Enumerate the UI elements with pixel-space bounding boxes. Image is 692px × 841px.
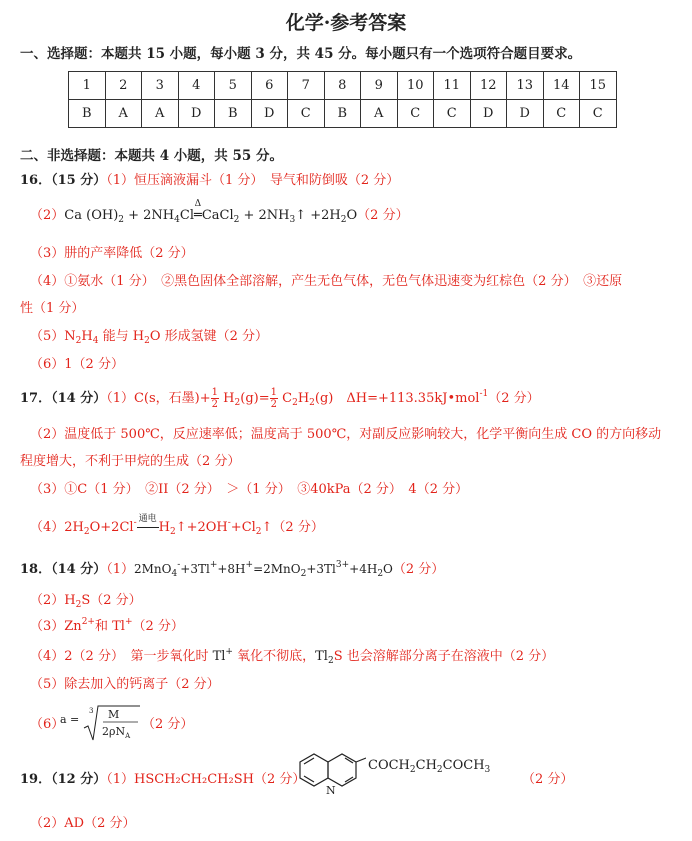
q17-line-3: （3）①C（1 分） ②II（2 分） ＞（1 分） ③40kPa（2 分） 4（2 分）	[30, 482, 469, 497]
question-number-cell: 1	[69, 72, 106, 100]
q17-line-4: $(4)2H_2O+2Cl^-$ 通电 $H_2↑+2OH^-+Cl_2↑(2$ 分）	[30, 514, 324, 537]
answer-cell: B	[324, 100, 361, 128]
answer-cell: A	[105, 100, 142, 128]
answer-cell: B	[69, 100, 106, 128]
question-number-cell: 15	[580, 72, 617, 100]
q19-line-1-score: （2 分）	[522, 772, 574, 787]
question-number-cell: 13	[507, 72, 544, 100]
cube-root-index: 3	[89, 707, 94, 715]
answer-cell: C	[543, 100, 580, 128]
answer-cell: D	[470, 100, 507, 128]
q17-line-1: 17．（14 分）（1）C(s，石墨)+ $\frac{1}{2}$ $H_2(g)=$ $\frac{1}{2}$ $C_2H_2(g)$ ΔH=+113.35kJ•mol$^{-1}$（2 分）	[20, 387, 540, 410]
q19-heading: 19．（12 分）	[20, 772, 107, 787]
answer-table-answer-row	[69, 100, 617, 128]
electrolysis-condition-arrow: 通电	[137, 520, 159, 535]
question-number-cell: 9	[361, 72, 398, 100]
section-2-heading: 二、非选择题：本题共 4 小题，共 55 分。	[20, 148, 283, 164]
answer-cell: A	[361, 100, 398, 128]
q19-line-1: 19．（12 分）（1）HSCH₂CH₂CH₂SH（2 分）	[20, 772, 306, 787]
q18-line-1: 18．（14 分）$(1)2MnO_4^-+3Tl^++8H^+=2MnO_2+3Tl^{3+}+4H_2O(2$ 分）	[20, 560, 445, 579]
q16-line-4: （4）①氨水（1 分） ②黑色固体全部溶解，产生无色气体，无色气体迅速变为红棕色（2 分） ③还原	[30, 274, 623, 289]
quinoline-nitrogen-label: N	[326, 784, 336, 797]
q17-line-2b: 程度增大，不利于甲烷的生成（2 分）	[20, 454, 241, 469]
question-number-cell: 14	[543, 72, 580, 100]
answer-cell: C	[580, 100, 617, 128]
question-number-cell: 10	[397, 72, 434, 100]
question-number-cell: 2	[105, 72, 142, 100]
q17-line-2: （2）温度低于 500℃，反应速率低；温度高于 500℃，对副反应影响较大，化学平衡向生成 CO 的方向移动	[30, 427, 662, 442]
question-number-cell: 12	[470, 72, 507, 100]
q18-line-5: （5）除去加入的钙离子（2 分）	[30, 677, 220, 692]
answer-cell: C	[397, 100, 434, 128]
answer-table-number-row	[69, 72, 617, 100]
q18-line-3: $(3)Zn^{2+}$和 Tl+（2 分）	[30, 617, 184, 634]
side-chain-formula: $COCH_2CH_2COCH_3$	[368, 758, 491, 775]
answer-cell: C	[434, 100, 471, 128]
answer-cell: B	[215, 100, 252, 128]
section-1-heading: 一、选择题：本题共 15 小题，每小题 3 分，共 45 分。每小题只有一个选项符合题目要求。	[20, 46, 582, 62]
q16-line-1: 16．（15 分）（1）恒压滴液漏斗（1 分） 导气和防倒吸（2 分）	[20, 173, 400, 188]
page-title: 化学·参考答案	[285, 12, 407, 34]
question-number-cell: 6	[251, 72, 288, 100]
q17-heading: 17．（14 分）	[20, 391, 107, 406]
q16-heading: 16．（15 分）	[20, 173, 107, 188]
q18-line-2: $(2)H_2S(2$ 分）	[30, 593, 142, 610]
question-number-cell: 5	[215, 72, 252, 100]
q16-line-6: （6）1（2 分）	[30, 357, 124, 372]
q16-line-3: （3）肼的产率降低（2 分）	[30, 246, 194, 261]
answer-cell: D	[178, 100, 215, 128]
answer-cell: A	[142, 100, 179, 128]
heat-condition-arrow: Δ ═	[193, 199, 202, 223]
question-number-cell: 11	[434, 72, 471, 100]
answer-cell: C	[288, 100, 325, 128]
q16-line-5: $(5)N_2H_4$ 能与 $H_2O$ 形成氢键（2 分）	[30, 329, 269, 346]
q18-heading: 18．（14 分）	[20, 562, 107, 577]
q19-line-2: （2）AD（2 分）	[30, 816, 136, 831]
question-number-cell: 8	[324, 72, 361, 100]
q16-line-2: （2）Ca $(OH)_2 + 2NH_4Cl$ Δ ═CaCl$_2$ + $2NH_3↑ +2H_2O(2$ 分）	[30, 199, 409, 225]
answer-table	[68, 71, 617, 128]
fraction-half-1: $\frac{1}{2}$	[211, 387, 219, 410]
question-number-cell: 7	[288, 72, 325, 100]
q16-line-4b: 性（1 分）	[20, 301, 85, 316]
question-number-cell: 4	[178, 72, 215, 100]
question-number-cell: 3	[142, 72, 179, 100]
answer-cell: D	[251, 100, 288, 128]
answer-cell: D	[507, 100, 544, 128]
q18-line-4: （4）2（2 分） 第一步氧化时 Tl+ 氧化不彻底，$Tl_2S$ 也会溶解部分离子在溶液中（2 分）	[30, 647, 555, 666]
fraction-half-2: $\frac{1}{2}$	[270, 387, 277, 410]
